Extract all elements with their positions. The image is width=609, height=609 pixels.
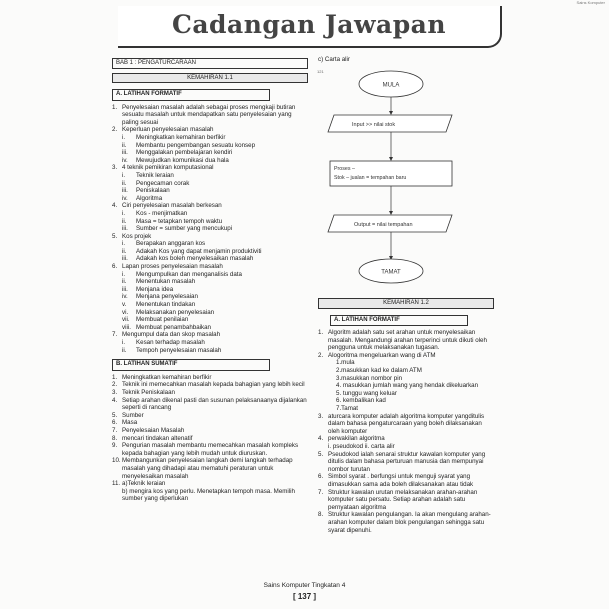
sub-item-numeral: iii. [122,225,128,233]
list-item [112,381,308,389]
item-number: 5. [112,232,118,240]
sub-item-numeral: i. [122,339,126,346]
sub-item [112,149,308,157]
right-lower [318,296,494,534]
item-number: 2. [318,351,324,359]
kemahiran-1-1-bar: KEMAHIRAN 1.1 [112,73,308,84]
sub-item [112,225,308,233]
list-item [112,263,308,271]
atm-step: 1.mula [336,359,355,367]
flowchart [320,60,500,300]
item-text: 4 teknik pemikiran komputasional [122,164,214,172]
chapter-bar: BAB 1 : PENGATURCARAAN [112,58,308,69]
sub-item [112,347,308,355]
list-item [318,413,494,436]
sub-item-text: Menjana penyelesaian [136,293,198,301]
item-text: Penyelesaian masalah adalah sebagai proses mengkaji butiran sesuatu masalah untuk mendapatkan satu penyelesaian yang paling sesuai [122,103,296,126]
item-number: 8. [112,434,118,442]
sub-item-numeral: i. [122,171,126,179]
sumatif-list [112,374,308,503]
flow-end [359,259,423,283]
sub-item-text: Menggalakan pembelajaran kendiri [136,149,233,157]
sub-item-text: Masa = tetapkan tempoh waktu [136,217,223,225]
list-item [112,435,308,443]
sub-item-text: Adakah Kos yang dapat menjamin produktiviti [136,247,262,255]
item-text: Alogoritma mengeluarkan wang di ATM [328,351,436,359]
title-banner [118,6,502,48]
sub-item-numeral: iv. [122,194,128,202]
item-text: Struktur kawalan urutan melaksanakan arahan-arahan komputer satu persatu. Setiap arahan adalah satu pernyataan algoritma [328,488,478,511]
item-text: Sumber [122,411,144,419]
list-item [318,329,494,352]
item-number: 5. [318,450,324,458]
sub-item-numeral: i. [122,240,126,248]
sub-item-text: Pengecaman corak [136,179,190,187]
item-text: aturcara komputer adalah algoritma komputer yangditulis dalam bahasa pengaturcaraan yang boleh dilaksanakan oleh komputer [328,412,485,435]
sub-item [112,278,308,286]
item-text: Pseudokod ialah senarai struktur kawalan komputer yang ditulis dalam bahasa perturuan manusia dan mempunyai nombor turutan [328,450,486,473]
sub-item [112,180,308,188]
page-title: Cadangan Jawapan [171,10,447,39]
item-text: mencari tindakan altenatif [122,434,193,442]
list-item [112,427,308,435]
sub-item-text: Kos - menjimatkan [136,209,188,217]
sub-item-numeral: iii. [122,285,128,293]
item-text: Ciri penyelesaian masalah berkesan [122,202,222,210]
item-text: Algoritm adalah satu set arahan untuk menyelesaikan masalah. Mengandungi arahan terperinci untuk dikuti oleh pengguna untuk melaksanakan tugasan. [328,329,487,352]
list-item [318,451,494,474]
item-number [112,488,122,503]
sub-item [112,255,308,263]
item-number: 1. [112,103,118,111]
list-item [112,331,308,339]
sub-item-numeral: ii. [122,247,127,255]
sub-item-text: Membantu pengembangan sesuatu konsep [136,141,256,149]
sub-item-numeral: i. [122,209,126,217]
atm-step: 2.masukkan kad ke dalam ATM [336,367,422,375]
sub-item [112,316,308,324]
sub-item-numeral: ii. [122,278,127,286]
item-text: a)Teknik leraian [122,480,166,488]
item-text: Membangunkan penyelesaian langkah demi langkah terhadap masalah yang dihadapi atau mematuhi peraturan untuk menyelesaikan masalah [122,457,293,480]
flow-input-text: Input >> nilai stok [352,122,396,128]
item-number: 7. [318,488,324,496]
sub-item-numeral: iii. [122,255,128,263]
sub-item-text: Berapakan anggaran kos [136,240,206,248]
flow-output [328,215,452,232]
item-text: Kos projek [122,232,152,240]
item-text: i. pseudokod ii. carta alir [328,443,395,450]
sub-item [112,157,308,165]
flow-input [328,115,452,132]
sub-item [112,301,308,309]
sub-item [112,271,308,279]
sub-item [112,324,308,332]
list-item [112,488,308,503]
list-item [112,419,308,427]
sub-item [112,195,308,203]
list-item [112,442,308,457]
atm-steps [318,359,494,412]
sub-item-numeral: ii. [122,179,127,187]
right-list-2 [318,413,494,535]
flow-process-line2: Stok – jualan = tempahan baru [334,175,407,181]
list-item [318,352,494,360]
item-text: Mengumpul data dan skop masalah [122,331,221,339]
sub-item-numeral: ii. [122,217,127,225]
flow-process-line1: Proses – [334,166,355,172]
sub-item-numeral: iv. [122,293,128,301]
kemahiran-1-2-bar: KEMAHIRAN 1.2 [318,298,494,309]
sub-item-numeral: ii. [122,141,127,149]
sub-item-numeral: iv. [122,156,128,164]
list-item [318,489,494,512]
flow-end-text: TAMAT [381,269,401,276]
sub-item [112,142,308,150]
item-text: Masa [122,419,138,427]
item-number: 3. [112,388,118,396]
item-text: Teknik Peniskalaan [122,388,175,396]
item-number: 1. [318,329,324,337]
item-number: 10. [112,457,121,465]
list-item [112,374,308,382]
footer-book: Sains Komputer Tingkatan 4 [263,582,346,589]
sub-item-text: Tempoh penyelesaian masalah [136,346,222,354]
flow-start [359,71,423,97]
item-number: 6. [112,419,118,427]
item-number: 4. [112,202,118,210]
list-item [112,164,308,172]
sub-item-text: Membuat penilaian [136,316,189,324]
latihan-formatif-heading: A. LATIHAN FORMATIF [112,89,270,101]
item-number: 3. [112,164,118,172]
list-item [112,480,308,488]
sub-item-numeral: viii. [122,323,131,331]
flow-output-text: Output = nilai tempahan [354,222,413,228]
list-item [318,443,494,451]
item-text: Teknik ini memecahkan masalah kepada bahagian yang lebih kecil [122,381,305,389]
sub-item-numeral: iii. [122,149,128,157]
list-item [112,233,308,241]
sub-item-text: Adakah kos boleh menyelesaikan masalah [136,255,254,263]
sub-item-text: Melaksanakan penyelesaian [136,308,215,316]
sub-item [112,309,308,317]
list-item [112,389,308,397]
sub-item-numeral: vi. [122,308,129,316]
sub-item [112,218,308,226]
sub-item-text: Menentukan masalah [136,278,196,286]
item-number: 6. [318,473,324,481]
sub-item-numeral: iii. [122,187,128,195]
flow-start-text: MULA [382,82,400,89]
atm-step: 3.masukkan nombor pin [336,374,403,382]
item-number [318,443,328,451]
item-text: Struktur kawalan pengulangan. Ia akan mengulang arahan-arahan komputer dalam blok pengulangan sehingga satu syarat dipenuhi. [328,511,491,534]
item-number: 4. [318,435,324,443]
list-item [318,435,494,443]
item-number: 7. [112,426,118,434]
sub-item [112,187,308,195]
sub-item-text: Kesan terhadap masalah [136,339,205,346]
item-text: Penyelesaian Masalah [122,426,185,434]
left-column [112,56,308,503]
sub-item-text: Algoritma [136,194,163,202]
atm-step: 4. masukkan jumlah wang yang hendak dikeluarkan [336,382,479,390]
sub-item-text: Meningkatkan kemahiran berfikir [136,133,226,141]
sub-item-text: Menentukan tindakan [136,301,196,309]
list-item [112,412,308,420]
sub-item-text: Membuat penambahbaikan [136,323,211,331]
item-number: 7. [112,331,118,339]
list-item [112,397,308,412]
latihan-sumatif-heading: B. LATIHAN SUMATIF [112,359,270,371]
item-text: b) mengira kos yang perlu. Menetapkan tempoh masa. Memilih sumber yang diperlukan [122,487,295,503]
sub-item-text: Peniskalaan [136,187,170,195]
item-number: 2. [112,126,118,134]
sub-item-numeral: ii. [122,346,127,354]
sub-item-text: Mengumpulkan dan menganalisis data [136,270,242,278]
sub-item-numeral: i. [122,133,126,141]
right-list [318,329,494,359]
sub-item-text: Sumber = sumber yang mencukupi [136,225,233,233]
sub-item [112,210,308,218]
sub-item-text: Mewujudkan komunikasi dua hala [136,156,229,164]
formatif-list [112,104,308,355]
item-text: Pengurian masalah membantu memecahkan masalah kompleks kepada bahagian yang lebih mudah untuk diuruskan. [122,442,299,457]
item-text: Keperluan penyelesaian masalah [122,126,214,134]
atm-step: 5. tunggu wang keluar [336,389,397,397]
sub-item [112,286,308,294]
item-text: Lapan proses penyelesaian masalah [122,263,223,271]
item-number: 3. [318,412,324,420]
list-item [318,511,494,534]
item-number: 6. [112,263,118,271]
sub-item-numeral: i. [122,270,126,278]
item-number: 5. [112,411,118,419]
sub-item-text: Menjana idea [136,285,174,293]
header-corner-text: Sains Komputer [576,0,605,5]
sub-item [112,240,308,248]
sub-item [112,248,308,256]
atm-step: 6. kembalikan kad [336,397,386,405]
item-number: 1. [112,373,118,381]
sub-item [112,293,308,301]
sub-item-numeral: vii. [122,316,130,324]
flow-label: c) Carta alir [318,56,350,63]
item-text: perwakilan algoritma [328,435,385,443]
item-text: Simbol syarat . berfungsi untuk menguji syarat yang dimasukkan sama ada boleh dilaksanakan atau tidak [328,473,474,488]
item-number: 2. [112,381,118,389]
right-formatif-heading: A. LATIHAN FORMATIF [330,315,468,327]
flow-process [330,161,452,186]
atm-step: 7.Tamat [336,405,359,413]
footer-page: [ 137 ] [292,592,317,601]
sub-item-text: Teknik leraian [136,171,174,179]
item-number: 11. [112,480,121,488]
sub-item [112,339,308,347]
sub-item-numeral: v. [122,301,127,309]
item-text: Meningkatkan kemahiran berfikir [122,373,212,381]
item-number: 8. [318,511,324,519]
list-item [112,457,308,480]
item-text: Setiap arahan dikenal pasti dan susunan pelaksanaanya dijalankan seperti di rancang [122,396,307,412]
sub-item [112,172,308,180]
item-number: 9. [112,442,118,450]
sub-item [112,134,308,142]
list-item [112,104,308,127]
list-item [112,126,308,134]
side-mark: 121 [317,69,324,74]
item-number: 4. [112,396,118,404]
list-item [112,202,308,210]
list-item [318,473,494,488]
